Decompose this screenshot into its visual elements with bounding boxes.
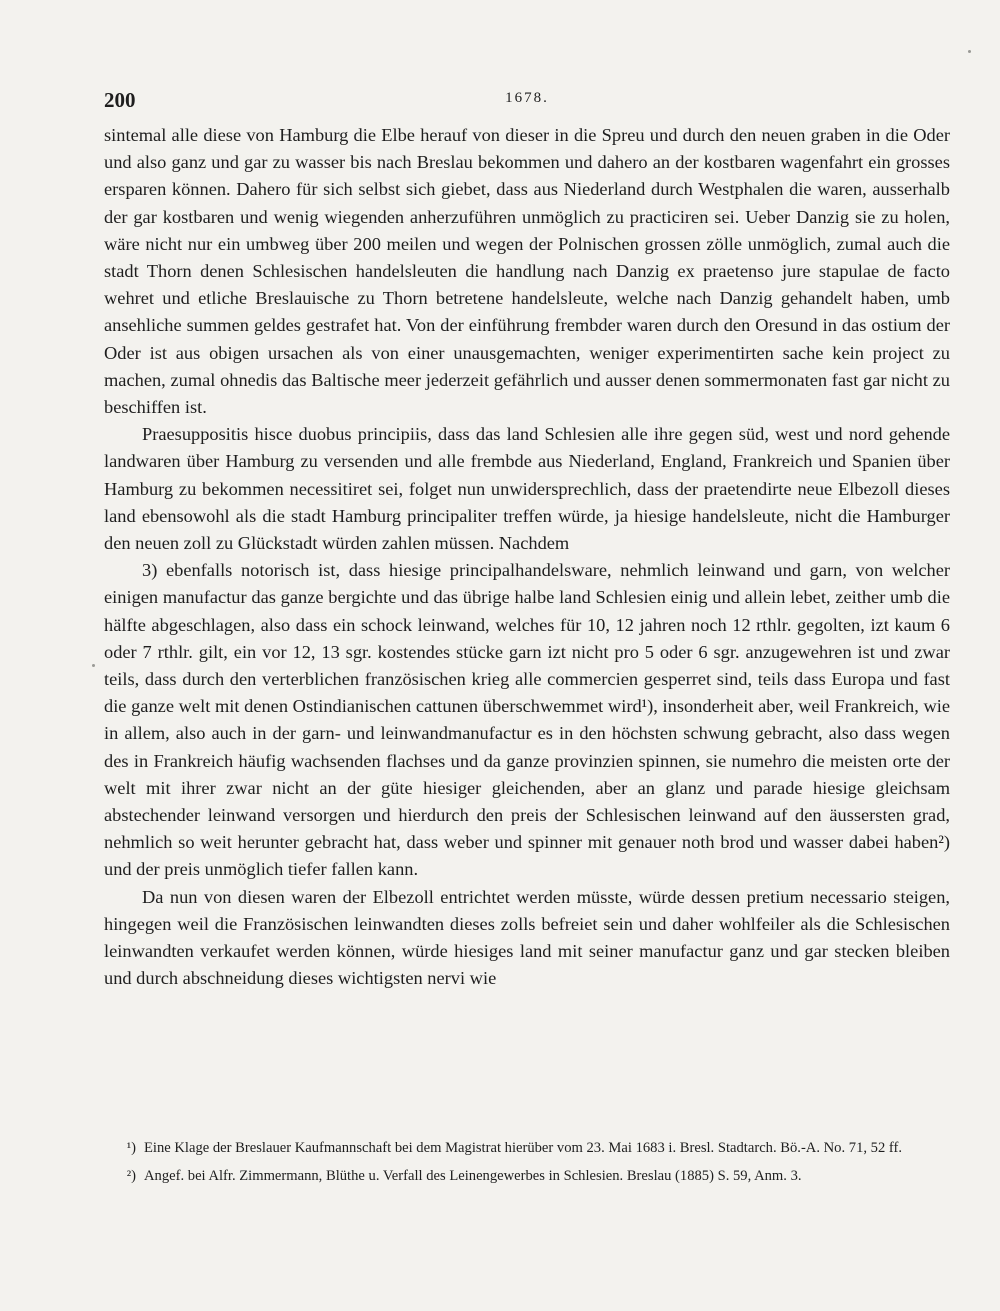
paper-speck	[92, 664, 95, 667]
paragraph: Praesuppositis hisce duobus principiis, dass das land Schlesien alle ihre gegen süd, west und nord gehende landwaren über Hamburg zu versenden und alle frembde aus Niederland, England, Frankreich und Spanien über Hamburg zu bekommen necessitiret sei, folget nun unwidersprechlich, dass der praetendirte neue Elbezoll dieses land ebensowohl als die stadt Hamburg principaliter treffen würde, ja hiesige handelsleute, nicht die Hamburger den neuen zoll zu Glückstadt würden zahlen müssen. Nachdem	[104, 424, 950, 554]
paragraph: Da nun von diesen waren der Elbezoll entrichtet werden müsste, würde dessen pretium necessario steigen, hingegen weil die Französischen leinwandten dieses zolls befreiet sein und daher wohlfeiler als die Schlesischen leinwandten verkaufet werden können, würde hiesiges land mit seiner manufactur ganz und gar stecken bleiben und durch abschneidung dieses wichtigsten nervi wie	[104, 886, 950, 989]
footnote-text: Eine Klage der Breslauer Kaufmannschaft bei dem Magistrat hierüber vom 23. Mai 1683 i. Bresl. Stadtarch. Bö.-A. No. 71, 52 ff.	[144, 1140, 903, 1156]
running-head	[104, 88, 950, 116]
paper-speck	[968, 50, 971, 53]
footnotes	[104, 1137, 950, 1187]
footnote-mark: ¹)	[126, 1140, 136, 1156]
body-text	[104, 122, 950, 993]
footnote	[104, 1137, 950, 1159]
footnote-text: Angef. bei Alfr. Zimmermann, Blüthe u. Verfall des Leinengewerbes in Schlesien. Breslau (1885) S. 59, Anm. 3.	[144, 1168, 802, 1184]
paragraph: 3) ebenfalls notorisch ist, dass hiesige principalhandelsware, nehmlich leinwand und garn, von welcher einigen manufactur das ganze bergichte und das übrige halbe land Schlesien einig und allein lebet, zeither umb die hälfte abgeschlagen, also dass ein schock leinwand, welches für 10, 12 jahren noch 12 rthlr. gegolten, izt kaum 6 oder 7 rthlr. gilt, ein vor 12, 13 sgr. kostendes stücke garn izt nicht pro 5 oder 6 sgr. anzugewehren ist und zwar teils, dass durch den verterblichen französischen krieg alle commercien gesperret sind, teils dass Europa und fast die ganze welt mit denen Ostindianischen cattunen überschwemmet wird¹), insonderheit aber, weil Frankreich, wie in allem, also auch in der garn- und leinwandmanufactur es in den höchsten schwung gebracht, also dass wegen des in Frankreich häufig wachsenden flachses und da ganze provinzien spinnen, sie numehro die meisten orte der welt mit ihrer zwar nicht an der güte hiesiger gleichenden, aber an glanz und parade hiesige gleichsam abstechender leinwand versorgen und hierdurch den preis der Schlesischen leinwand auf den äussersten grad, nehmlich so weit herunter gebracht hat, dass weber und spinner mit genauer noth brod und wasser dabei haben²) und der preis unmöglich tiefer fallen kann.	[104, 560, 950, 880]
footnote	[104, 1165, 950, 1187]
paragraph: sintemal alle diese von Hamburg die Elbe herauf von dieser in die Spreu und durch den neuen graben in die Oder und also ganz und gar zu wasser bis nach Breslau bekommen und dahero an der kostbaren wagenfahrt ein grosses ersparen können. Dahero für sich selbst sich giebet, dass aus Niederland durch Westphalen die waren, ausserhalb der gar kostbaren und wenig wiegenden anherzuführen unmöglich zu practiciren sei. Ueber Danzig sie zu holen, wäre nicht nur ein umbweg über 200 meilen und wegen der Polnischen grossen zölle unmöglich, zumal auch die stadt Thorn denen Schlesischen handelsleuten die handlung nach Danzig ex praetenso jure stapulae de facto wehret und etliche Breslauische zu Thorn betretene handelsleute, welche nach Danzig gehandelt haben, umb ansehliche summen geldes gestrafet hat. Von der einführung frembder waren durch den Oresund in das ostium der Oder ist aus obigen ursachen als von einer unausgemachten, weniger experimentirten sache kein project zu machen, zumal ohnedis das Baltische meer jederzeit gefährlich und ausser denen sommermonaten fast gar nicht zu beschiffen ist.	[104, 125, 950, 418]
page-number: 200	[104, 88, 136, 112]
footnote-mark: ²)	[126, 1168, 136, 1184]
running-title-year: 1678.	[505, 90, 549, 106]
